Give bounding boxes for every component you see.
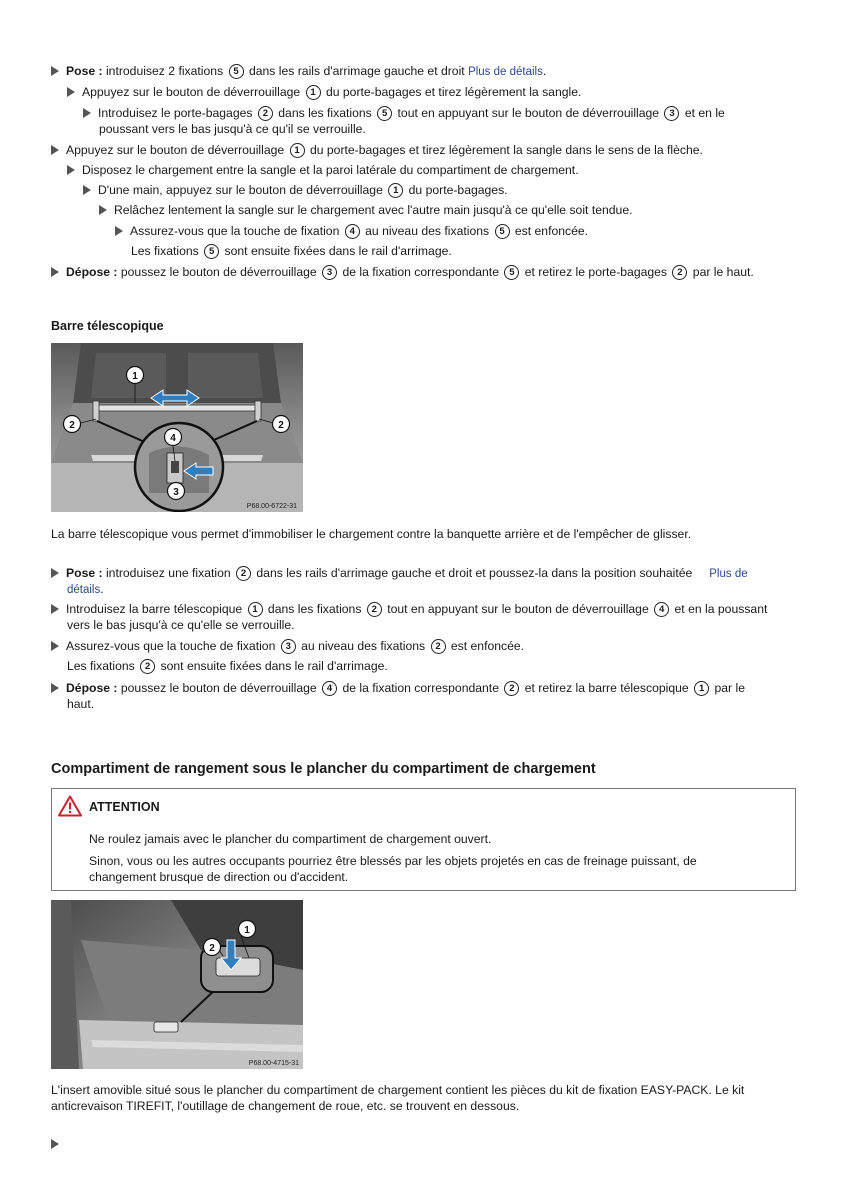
description: anticrevaison TIREFIT, l'outillage de changement de roue, etc. se trouvent en dessous. (51, 1099, 520, 1113)
step-item (51, 1136, 66, 1152)
callout-1: 1 (248, 602, 263, 617)
bullet-arrow-icon (99, 205, 107, 215)
image-code: P68.00-4715-31 (248, 1060, 299, 1067)
step-result: Les fixations 5 sont ensuite fixées dans le rail d'arrimage. (131, 244, 452, 258)
step-pose: Pose : introduisez 2 fixations 5 dans les rails d'arrimage gauche et droit Plus de détails. (51, 63, 546, 80)
description: La barre télescopique vous permet d'immobiliser le chargement contre la banquette arrière et de l'empêcher de glisser. (51, 527, 692, 541)
bullet-arrow-icon (83, 185, 91, 195)
callout-2: 2 (504, 681, 519, 696)
callout-5: 5 (504, 265, 519, 280)
step-item: Introduisez la barre télescopique 1 dans les fixations 2 tout en appuyant sur le bouton de déverrouillage 4 et en la poussant (51, 601, 767, 617)
callout-2-right (273, 416, 290, 433)
svg-text:1: 1 (244, 925, 250, 936)
svg-text:3: 3 (173, 487, 179, 498)
section-heading: Barre télescopique (51, 319, 164, 333)
callout-1: 1 (290, 143, 305, 158)
step-item: D'une main, appuyez sur le bouton de déverrouillage 1 du porte-bagages. (83, 182, 508, 198)
step-item: Relâchez lentement la sangle sur le chargement avec l'autre main jusqu'à ce qu'elle soit tendue. (99, 202, 632, 218)
step-depose: Dépose : poussez le bouton de déverrouillage 4 de la fixation correspondante 2 et retirez la barre télescopique 1 par le (51, 680, 745, 696)
callout-4: 4 (654, 602, 669, 617)
step-pose: Pose : introduisez une fixation 2 dans les rails d'arrimage gauche et droit et poussez-la dans la position souhaitée Plus de (51, 565, 748, 582)
storage-compartment-image (51, 900, 303, 1069)
section-heading: Compartiment de rangement sous le plancher du compartiment de chargement (51, 761, 596, 777)
callout-3: 3 (664, 106, 679, 121)
callout-3: 3 (322, 265, 337, 280)
bullet-arrow-icon (83, 108, 91, 118)
bullet-arrow-icon (67, 87, 75, 97)
callout-4 (165, 429, 182, 446)
warning-text: Sinon, vous ou les autres occupants pourriez être blessés par les objets projetés en cas de freinage puissant, de (89, 854, 697, 868)
step-result: Les fixations 2 sont ensuite fixées dans le rail d'arrimage. (67, 659, 388, 673)
callout-5: 5 (377, 106, 392, 121)
callout-1: 1 (306, 85, 321, 100)
callout-4: 4 (322, 681, 337, 696)
warning-text: changement brusque de direction ou d'accident. (89, 870, 349, 884)
callout-5: 5 (495, 224, 510, 239)
step-item: Disposez le chargement entre la sangle et la paroi latérale du compartiment de chargement. (67, 162, 579, 178)
callout-1 (239, 921, 256, 938)
step-item: Assurez-vous que la touche de fixation 4 au niveau des fixations 5 est enfoncée. (115, 223, 588, 239)
telescopic-bar-image (51, 343, 303, 512)
step-continuation: détails. (67, 582, 104, 596)
callout-3: 3 (281, 639, 296, 654)
step-item: Assurez-vous que la touche de fixation 3 au niveau des fixations 2 est enfoncée. (51, 638, 524, 654)
bullet-arrow-icon (51, 1139, 59, 1149)
step-item: Appuyez sur le bouton de déverrouillage 1 du porte-bagages et tirez légèrement la sangle. (67, 84, 581, 100)
description: L'insert amovible situé sous le plancher du compartiment de chargement contient les pièces du kit de fixation EASY-PACK. Le kit (51, 1083, 745, 1097)
svg-text:2: 2 (278, 420, 284, 431)
callout-5: 5 (204, 244, 219, 259)
step-continuation: poussant vers le bas jusqu'à ce qu'il se verrouille. (99, 122, 366, 136)
bullet-arrow-icon (51, 683, 59, 693)
svg-text:2: 2 (69, 420, 75, 431)
callout-1 (127, 367, 144, 384)
bullet-arrow-icon (115, 226, 123, 236)
bullet-arrow-icon (51, 66, 59, 76)
svg-text:2: 2 (209, 943, 215, 954)
callout-1: 1 (694, 681, 709, 696)
callout-2: 2 (672, 265, 687, 280)
bullet-arrow-icon (67, 165, 75, 175)
callout-2: 2 (140, 659, 155, 674)
callout-5: 5 (229, 64, 244, 79)
details-link[interactable]: Plus de (709, 568, 748, 580)
svg-text:4: 4 (170, 433, 176, 444)
step-continuation: vers le bas jusqu'à ce qu'elle se verrouille. (67, 618, 295, 632)
bullet-arrow-icon (51, 568, 59, 578)
bullet-arrow-icon (51, 267, 59, 277)
warning-box (51, 788, 796, 891)
step-depose: Dépose : poussez le bouton de déverrouillage 3 de la fixation correspondante 5 et retirez le porte-bagages 2 par le haut. (51, 264, 754, 280)
callout-2-left (64, 416, 81, 433)
step-item: Introduisez le porte-bagages 2 dans les fixations 5 tout en appuyant sur le bouton de déverrouillage 3 et en le (83, 105, 725, 121)
callout-2: 2 (258, 106, 273, 121)
callout-2: 2 (367, 602, 382, 617)
details-link[interactable]: Plus de détails (468, 66, 543, 78)
bullet-arrow-icon (51, 604, 59, 614)
details-link[interactable]: détails (67, 584, 101, 596)
svg-text:1: 1 (132, 371, 138, 382)
image-code: P68.00-6722-31 (246, 503, 297, 510)
callout-3 (168, 483, 185, 500)
bullet-arrow-icon (51, 145, 59, 155)
warning-triangle-icon (58, 795, 82, 817)
warning-text: Ne roulez jamais avec le plancher du compartiment de chargement ouvert. (89, 832, 492, 846)
callout-2: 2 (236, 566, 251, 581)
bullet-arrow-icon (51, 641, 59, 651)
callout-2: 2 (431, 639, 446, 654)
step-item: Appuyez sur le bouton de déverrouillage 1 du porte-bagages et tirez légèrement la sangle dans le sens de la flèche. (51, 142, 703, 158)
step-continuation: haut. (67, 697, 95, 711)
callout-4: 4 (345, 224, 360, 239)
callout-2 (204, 939, 221, 956)
warning-title: ATTENTION (89, 800, 160, 814)
callout-1: 1 (388, 183, 403, 198)
